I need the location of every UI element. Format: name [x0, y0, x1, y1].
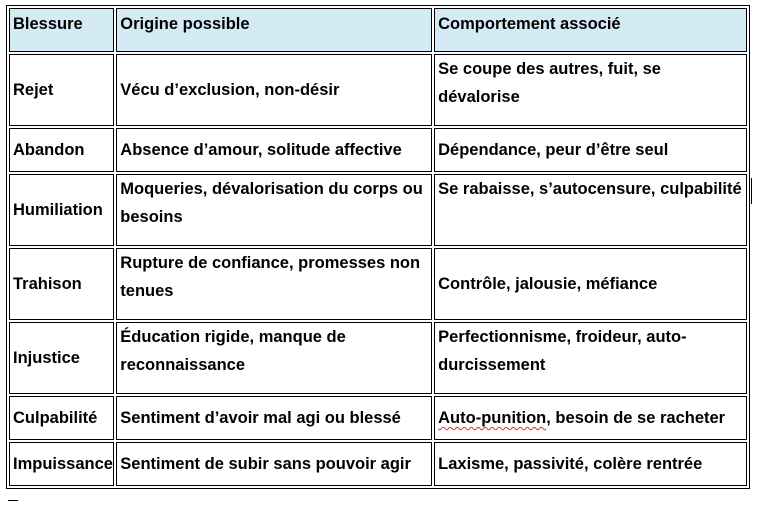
table-row [9, 128, 747, 172]
cell-comportement: Laxisme, passivité, colère rentrée [434, 442, 747, 486]
table-row [9, 174, 747, 246]
header-comportement: Comportement associé [434, 8, 747, 52]
cell-blessure: Humiliation [9, 174, 114, 246]
cell-blessure: Rejet [9, 54, 114, 126]
cell-blessure: Abandon [9, 128, 114, 172]
table-row [9, 396, 747, 440]
cell-origine: Vécu d’exclusion, non-désir [116, 54, 432, 126]
cell-comportement [434, 396, 747, 440]
cell-comportement: Dépendance, peur d’être seul [434, 128, 747, 172]
cell-comportement: Se rabaisse, s’autocensure, culpabilité [434, 174, 747, 246]
cell-comportement-rest: , besoin de se racheter [546, 409, 726, 427]
cell-blessure: Culpabilité [9, 396, 114, 440]
header-origine: Origine possible [116, 8, 432, 52]
cell-comportement: Contrôle, jalousie, méfiance [434, 248, 747, 320]
table-header-row [9, 8, 747, 52]
cell-comportement: Se coupe des autres, fuit, se dévalorise [434, 54, 747, 126]
cell-blessure: Trahison [9, 248, 114, 320]
table-row [9, 248, 747, 320]
misspelled-word: Auto-punition [438, 409, 547, 427]
cell-origine: Moqueries, dévalorisation du corps ou besoins [116, 174, 432, 246]
table-row [9, 442, 747, 486]
cell-blessure: Injustice [9, 322, 114, 394]
cell-origine: Absence d’amour, solitude affective [116, 128, 432, 172]
cell-origine: Sentiment d’avoir mal agi ou blessé [116, 396, 432, 440]
cell-origine: Sentiment de subir sans pouvoir agir [116, 442, 432, 486]
header-blessure: Blessure [9, 8, 114, 52]
paragraph-mark [8, 500, 18, 501]
cell-origine: Rupture de confiance, promesses non tenues [116, 248, 432, 320]
wounds-table [6, 5, 750, 489]
cell-blessure: Impuissance [9, 442, 114, 486]
text-cursor-mark [751, 178, 752, 204]
table-row [9, 322, 747, 394]
table-row [9, 54, 747, 126]
cell-comportement: Perfectionnisme, froideur, auto-durcissement [434, 322, 747, 394]
cell-origine: Éducation rigide, manque de reconnaissance [116, 322, 432, 394]
